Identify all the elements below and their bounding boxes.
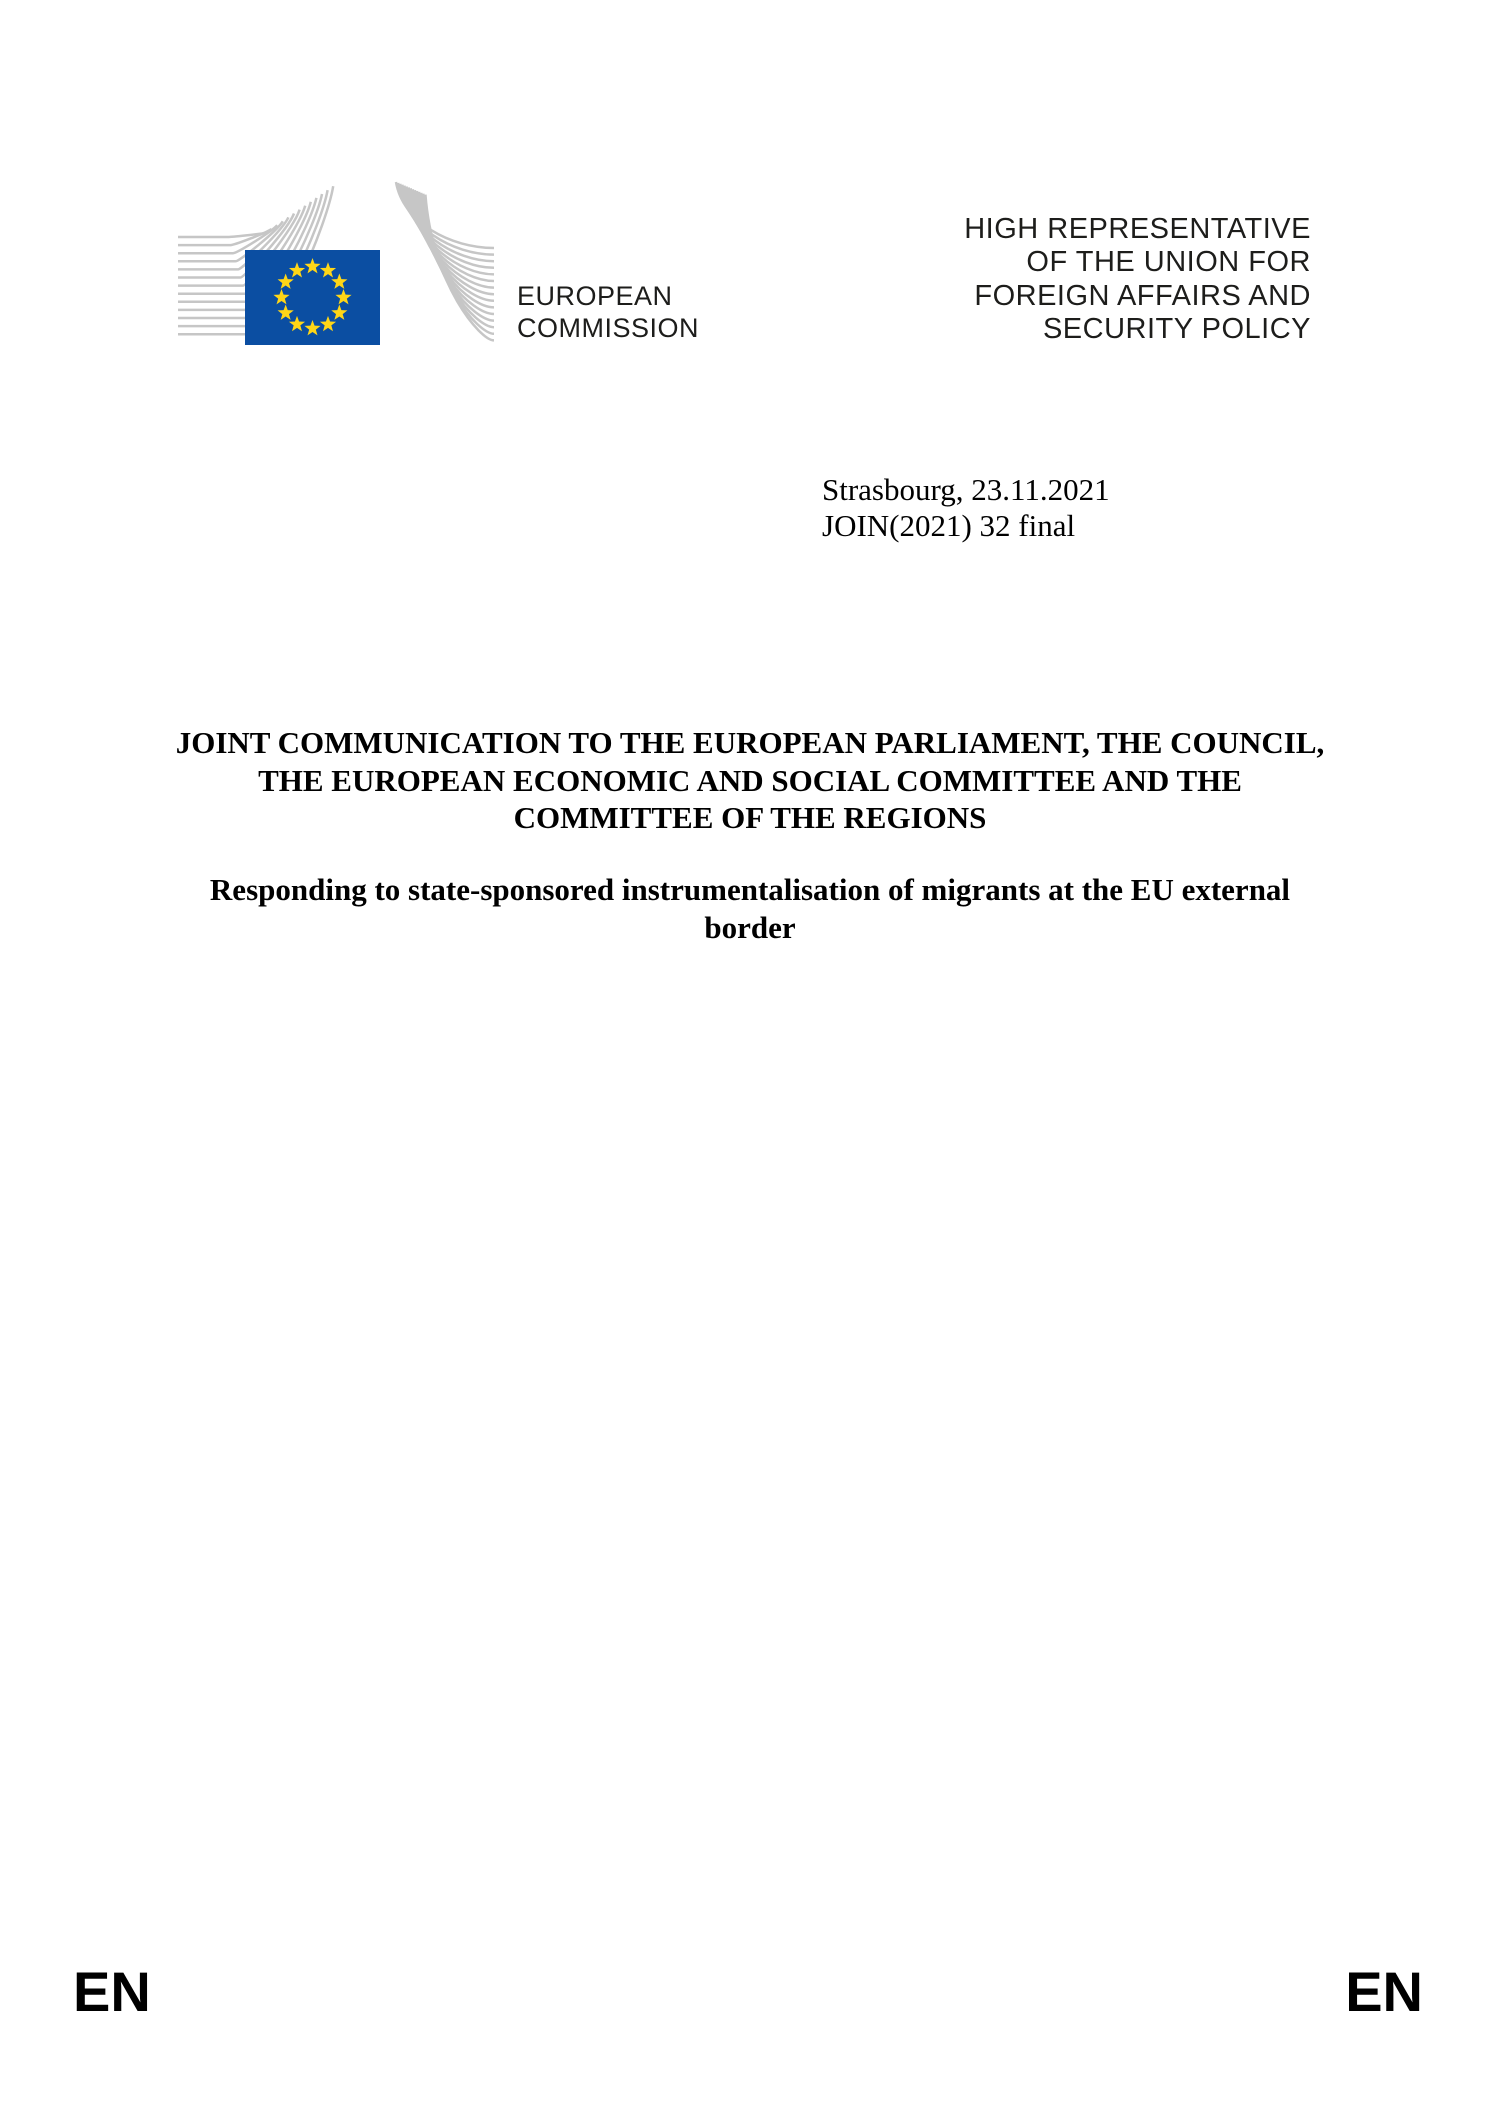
document-number: JOIN(2021) 32 final (822, 508, 1076, 543)
document-title-line: THE EUROPEAN ECONOMIC AND SOCIAL COMMITTEE AND THE (258, 762, 1242, 798)
logo-wordmark-line2: COMMISSION (517, 312, 700, 343)
language-code-right: EN (1345, 1960, 1423, 2023)
high-representative-line: SECURITY POLICY (1042, 313, 1311, 346)
european-commission-logo (120, 175, 550, 360)
document-title (0, 724, 1500, 837)
high-representative-line: HIGH REPRESENTATIVE (964, 213, 1311, 245)
place-date: Strasbourg, 23.11.2021 (822, 472, 1110, 507)
high-representative-line: OF THE UNION FOR (1026, 246, 1311, 279)
document-title-line: COMMITTEE OF THE REGIONS (513, 800, 987, 835)
document-subtitle (0, 871, 1500, 946)
high-representative-heading (964, 213, 1311, 347)
high-representative-line: FOREIGN AFFAIRS AND (974, 279, 1311, 312)
document-title-line: JOINT COMMUNICATION TO THE EUROPEAN PARLIAMENT, THE COUNCIL, (175, 725, 1325, 760)
language-code-left: EN (73, 1960, 151, 2023)
document-subtitle-line: border (704, 909, 796, 945)
document-reference (822, 472, 1110, 544)
eu-flag-icon (245, 250, 380, 345)
logo-wordmark (517, 281, 699, 344)
logo-wordmark-line1: EUROPEAN (517, 281, 673, 311)
swoosh-right-icon (396, 182, 494, 340)
document-subtitle-line: Responding to state-sponsored instrumentalisation of migrants at the EU external (209, 872, 1291, 907)
